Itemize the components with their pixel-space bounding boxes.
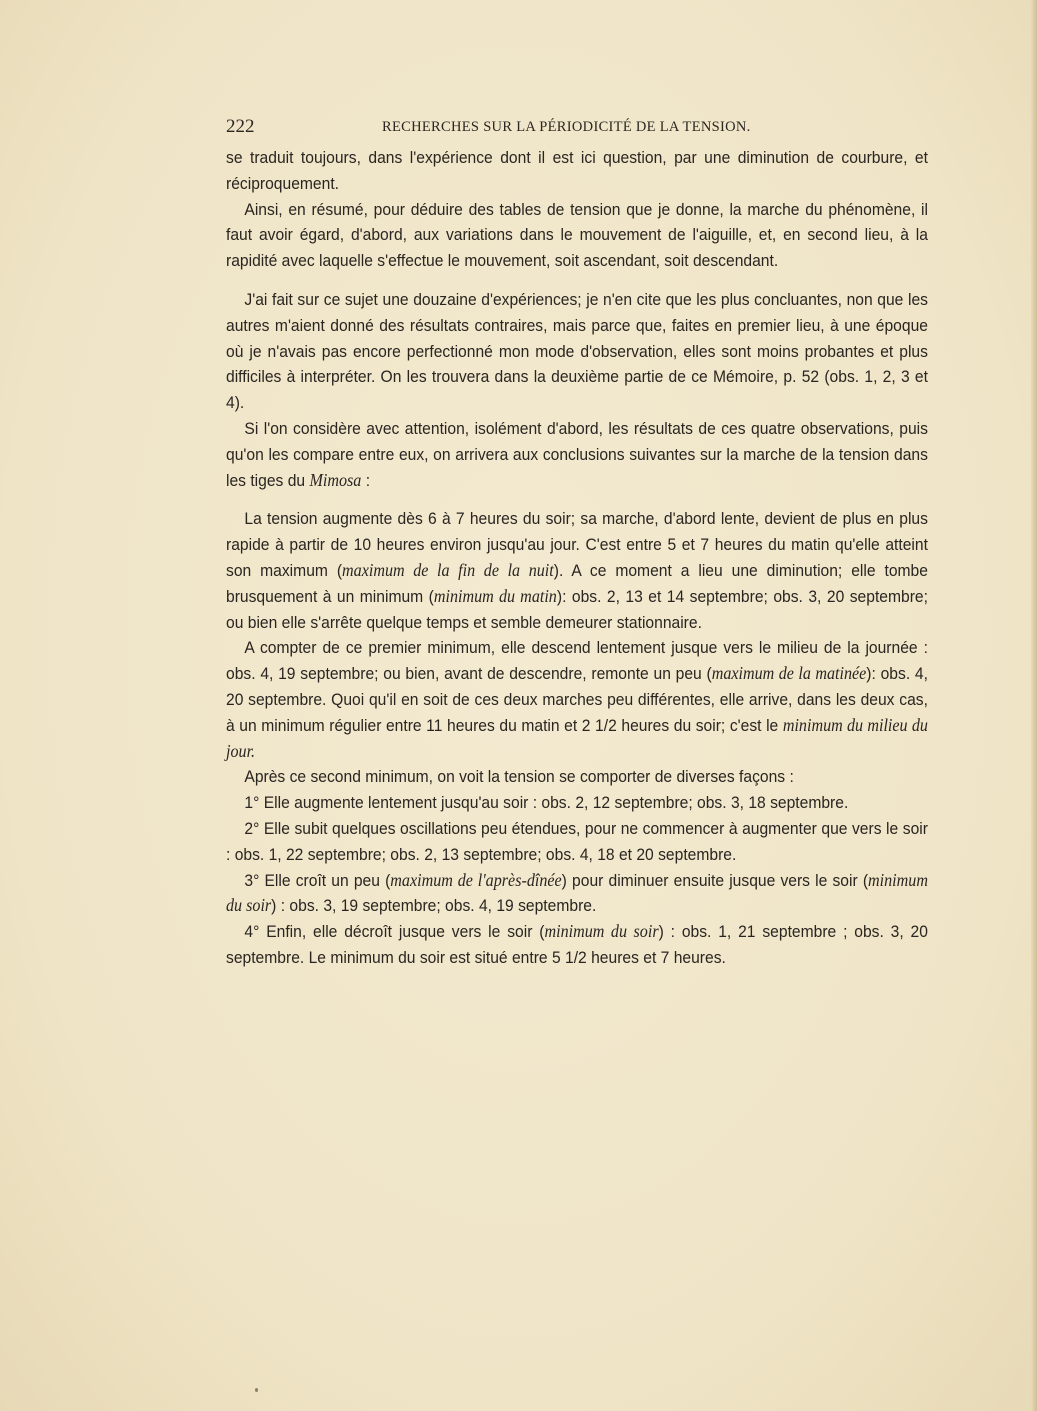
text-run: Ainsi, en résumé, pour déduire des tables de tension que je donne, la marche du phénomène, il faut avoir égard, d'abord, aux variations dans le mouvement de l'aiguille, et, en second lieu, à la rapidité avec laquelle s'effectue le mouvement, soit ascendant, soit descendant.	[226, 199, 928, 271]
paragraph	[226, 790, 928, 816]
italic-term: minimum du soir	[226, 869, 928, 916]
text-run: Si l'on considère avec attention, isolément d'abord, les résultats de ces quatre observations, puis qu'on les compare entre eux, on arrivera aux conclusions suivantes sur la marche de la tension dans les tiges du	[226, 418, 928, 490]
text-run: La tension augmente dès 6 à 7 heures du soir; sa marche, d'abord lente, devient de plus en plus rapide à partir de 10 heures environ jusqu'au jour. C'est entre 5 et 7 heures du matin qu'elle atteint son maximum (	[226, 509, 928, 580]
text-run: se traduit toujours, dans l'expérience dont il est ici question, par une diminution de courbure, et réciproquement.	[226, 148, 928, 193]
text-run: 3° Elle croît un peu (	[244, 870, 391, 890]
paragraph	[226, 635, 928, 764]
italic-term: minimum du soir	[544, 921, 659, 942]
paragraph	[226, 197, 928, 274]
text-run: :	[361, 470, 371, 490]
paragraph	[226, 506, 928, 635]
paragraph	[226, 764, 928, 790]
running-title: RECHERCHES SUR LA PÉRIODICITÉ DE LA TENSION.	[382, 119, 751, 135]
text-run: ) pour diminuer ensuite jusque vers le soir (	[561, 870, 869, 890]
text-run: ). A ce moment a lieu une diminution; elle tombe brusquement à un minimum (	[226, 560, 928, 606]
text-run: J'ai fait sur ce sujet une douzaine d'expériences; je n'en cite que les plus concluantes, non que les autres m'aient donné des résultats contraires, mais parce que, faites en premier lieu, à une époque où je n'avais pas encore perfectionné mon mode d'observation, elles sont moins probantes et plus difficiles à interpréter. On les trouvera dans la deuxième partie de ce Mémoire, p. 52 (obs. 1, 2, 3 et 4).	[226, 289, 928, 413]
italic-term: Mimosa	[309, 469, 362, 490]
paragraph	[226, 868, 928, 920]
text-run: ): obs. 4, 20 septembre. Quoi qu'il en soit de ces deux marches peu différentes, elle arrive, dans les deux cas, à un minimum régulier entre 11 heures du matin et 2 1/2 heures du soir; c'est le	[226, 664, 928, 735]
body-text	[226, 145, 928, 971]
page-number: 222	[226, 116, 255, 137]
text-run: 2° Elle subit quelques oscillations peu étendues, pour ne commencer à augmenter que vers le soir : obs. 1, 22 septembre; obs. 2, 13 septembre; obs. 4, 18 et 20 septembre.	[226, 818, 928, 864]
paragraph	[226, 816, 928, 868]
italic-term: maximum de la matinée	[711, 663, 867, 684]
paragraph	[226, 145, 928, 197]
page-edge	[1031, 0, 1037, 1411]
text-run: 4° Enfin, elle décroît jusque vers le soir (	[244, 922, 545, 942]
paragraph	[226, 416, 928, 493]
italic-term: maximum de l'après-dînée	[390, 869, 562, 890]
page-header	[226, 116, 926, 138]
italic-term: minimum du matin	[433, 585, 557, 606]
paragraph	[226, 287, 928, 416]
text-run: ) : obs. 3, 19 septembre; obs. 4, 19 septembre.	[271, 896, 597, 916]
paragraph	[226, 919, 928, 971]
print-speck	[255, 1388, 258, 1392]
text-run: ): obs. 2, 13 et 14 septembre; obs. 3, 20 septembre; ou bien elle s'arrête quelque temps et semble demeurer stationnaire.	[226, 586, 928, 632]
text-run: A compter de ce premier minimum, elle descend lentement jusque vers le milieu de la journée : obs. 4, 19 septembre; ou bien, avant de descendre, remonte un peu (	[226, 638, 928, 684]
text-run: Après ce second minimum, on voit la tension se comporter de diverses façons :	[244, 767, 794, 787]
italic-term: maximum de la fin de la nuit	[342, 559, 554, 580]
italic-term: minimum du milieu du jour.	[226, 714, 928, 761]
text-run: 1° Elle augmente lentement jusqu'au soir : obs. 2, 12 septembre; obs. 3, 18 septembre.	[244, 793, 849, 813]
text-run: ) : obs. 1, 21 septembre ; obs. 3, 20 septembre. Le minimum du soir est situé entre 5 1/2 heures et 7 heures.	[226, 922, 928, 967]
